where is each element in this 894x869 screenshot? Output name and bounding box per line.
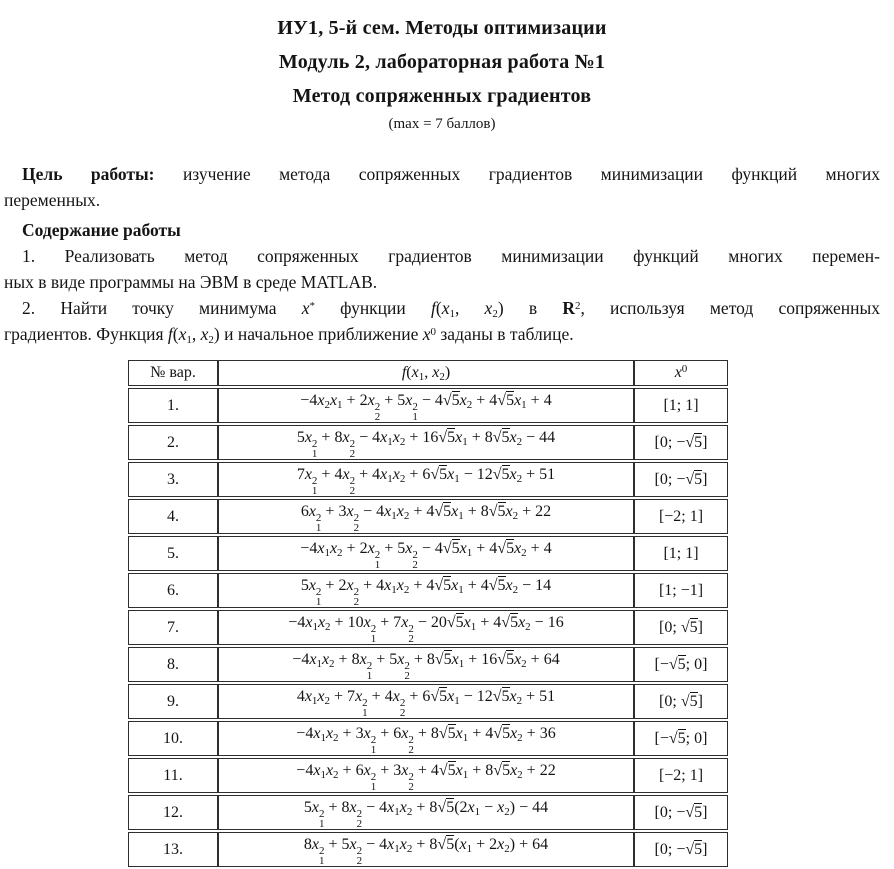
table-row (128, 610, 728, 645)
table-row (128, 499, 728, 534)
initial-point-cell: [0; −√5] (634, 462, 728, 497)
table-row (128, 832, 728, 867)
function-cell: $-4x_1x_2 + 8x$ 2 1 + 5x 2 2 + $8√5x_1 + 16√5x_2 + 64$ (218, 647, 634, 682)
function-cell: 7x 2 1 + 4x 2 2 + $4x_1x_2 + 6√5x_1 - 12√5x_2 + 51$ (218, 462, 634, 497)
initial-point-cell: [−√5; 0] (634, 721, 728, 756)
variant-number-cell: 12. (128, 795, 218, 830)
initial-point-cell: [0; √5] (634, 610, 728, 645)
initial-point-cell: [−√5; 0] (634, 647, 728, 682)
table-header-row (128, 360, 728, 386)
function-cell: $-4x_1x_2 + 6x$ 2 1 + 3x 2 2 + $4√5x_1 + 8√5x_2 + 22$ (218, 758, 634, 793)
initial-point-cell: [1; 1] (634, 388, 728, 423)
variant-number-cell: 6. (128, 573, 218, 608)
table-row (128, 721, 728, 756)
function-cell: 6x 2 1 + 3x 2 2 − $4x_1x_2 + 4√5x_1 + 8√5x_2 + 22$ (218, 499, 634, 534)
doc-title-line-1: ИУ1, 5-й сем. Методы оптимизации (277, 17, 607, 39)
doc-subtitle-max-points: (max = 7 баллов) (388, 116, 496, 132)
table-row (128, 388, 728, 423)
function-cell: 5x 2 1 + 8x 2 2 − $4x_1x_2 + 16√5x_1 + 8√5x_2 - 44$ (218, 425, 634, 460)
variant-number-cell: 10. (128, 721, 218, 756)
initial-point-cell: [0; −√5] (634, 832, 728, 867)
doc-title (4, 11, 880, 135)
variant-number-cell: 5. (128, 536, 218, 571)
table-row (128, 758, 728, 793)
initial-point-cell: [0; −√5] (634, 795, 728, 830)
table-row (128, 425, 728, 460)
doc-title-line-2: Модуль 2, лабораторная работа №1 (278, 51, 606, 73)
function-cell: 5x 2 1 + 8x 2 2 − $4x_1x_2 + 8√5(2x_1 - x_2) - 44$ (218, 795, 634, 830)
header-function: $f(x_1$, $x_2$) (218, 360, 634, 386)
initial-point-cell: [0; −√5] (634, 425, 728, 460)
task-item-2-line-1: 2. Найти точку минимума x* функции $f(x_1$, $x_2$) в $R^2$, используя метод сопряженных (22, 298, 881, 320)
variant-number-cell: 4. (128, 499, 218, 534)
function-cell: $-4x_1x_2 + 2x$ 2 1 + 5x 2 2 − $4√5x_1 + 4√5x_2 + 4$ (218, 536, 634, 571)
doc-body (4, 161, 880, 347)
goal-label: Цель работы: (22, 164, 155, 184)
table-row (128, 647, 728, 682)
table-row (128, 795, 728, 830)
initial-point-cell: [1; −1] (634, 573, 728, 608)
task-item-1-line-1: 1. Реализовать метод сопряженных градиентов минимизации функций многих перемен- (22, 246, 880, 266)
variant-number-cell: 11. (128, 758, 218, 793)
function-cell: $-4x_1x_2 + 10x$ 2 1 + 7x 2 2 − $20√5x_1 + 4√5x_2 - 16$ (218, 610, 634, 645)
section-heading-contents: Содержание работы (22, 220, 181, 240)
variant-number-cell: 8. (128, 647, 218, 682)
variant-number-cell: 3. (128, 462, 218, 497)
variants-table-body (128, 388, 728, 867)
function-cell: $-4x_1x_2 + 3x$ 2 1 + 6x 2 2 + $8√5x_1 + 4√5x_2 + 36$ (218, 721, 634, 756)
table-row (128, 536, 728, 571)
function-cell: $4x_1x_2 + 7x$ 2 1 + 4x 2 2 + $6√5x_1 - 12√5x_2 + 51$ (218, 684, 634, 719)
goal-paragraph-line-2: переменных. (4, 190, 101, 210)
function-cell: $-4x_2x_1 + 2x$ 2 2 + 5x 2 1 − $4√5x_2 + 4√5x_1 + 4$ (218, 388, 634, 423)
initial-point-cell: [0; √5] (634, 684, 728, 719)
table-row (128, 573, 728, 608)
variants-table-head (128, 360, 728, 386)
task-item-1-line-2: ных в виде программы на ЭВМ в среде MATLAB. (4, 272, 378, 292)
initial-point-cell: [−2; 1] (634, 758, 728, 793)
variant-number-cell: 7. (128, 610, 218, 645)
initial-point-cell: [−2; 1] (634, 499, 728, 534)
variant-number-cell: 2. (128, 425, 218, 460)
header-variant-number: № вар. (128, 360, 218, 386)
initial-point-cell: [1; 1] (634, 536, 728, 571)
table-row (128, 684, 728, 719)
task-item-2-line-2: градиентов. Функция $f(x_1$, $x_2$) и начальное приближение $x^0$ заданы в таблице. (4, 324, 574, 346)
variant-number-cell: 13. (128, 832, 218, 867)
variant-number-cell: 1. (128, 388, 218, 423)
function-cell: 8x 2 1 + 5x 2 2 − $4x_1x_2 + 8√5(x_1 + 2x_2) + 64$ (218, 832, 634, 867)
goal-text-1: изучение метода сопряженных градиентов минимизации функций многих (182, 164, 881, 184)
variants-table (128, 358, 728, 869)
doc-title-line-3: Метод сопряженных градиентов (292, 85, 592, 107)
variant-number-cell: 9. (128, 684, 218, 719)
function-cell: 5x 2 1 + 2x 2 2 + $4x_1x_2 + 4√5x_1 + 4√5x_2 - 14$ (218, 573, 634, 608)
header-initial-point: $x^0$ (634, 360, 728, 386)
goal-paragraph-line-1 (4, 161, 880, 187)
table-row (128, 462, 728, 497)
